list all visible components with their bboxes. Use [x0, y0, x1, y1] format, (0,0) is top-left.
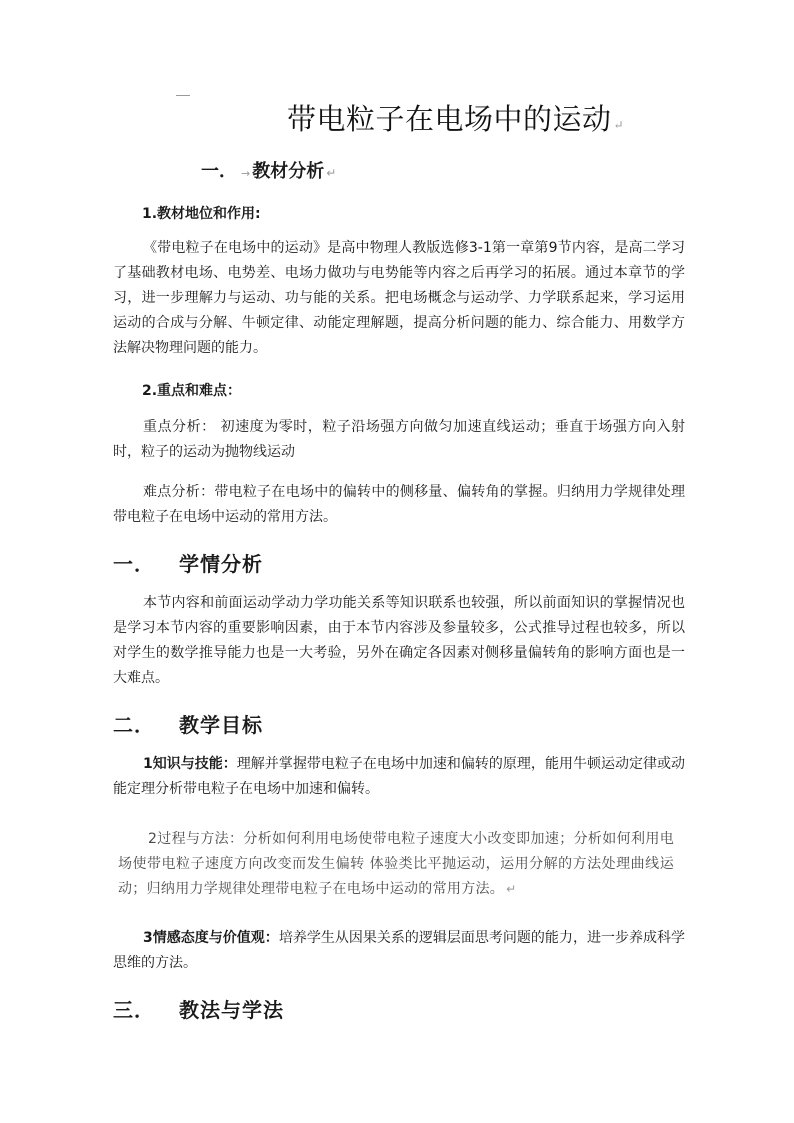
paragraph-mark-icon: ↵	[326, 166, 337, 180]
paragraph-goal-attitude-values	[113, 926, 685, 976]
section-prefix: 一．	[201, 161, 237, 182]
section-heading-teaching-goals	[113, 709, 263, 738]
section-heading-text: 教法与学法	[179, 998, 284, 1022]
section-number: 三．	[113, 998, 155, 1022]
document-title	[287, 97, 624, 138]
goal-label: 1知识与技能：	[143, 756, 237, 772]
goal-text: 分析如何利用电场使带电粒子速度大小改变即加速；分析如何利用电场使带电粒子速度方向改变而发生偏转 体验类比平抛运动，运用分解的方法处理曲线运动；归纳用力学规律处理带电粒子在电场中运动的常用方法。	[118, 831, 675, 897]
goal-label: 2过程与方法：	[148, 831, 244, 847]
section-number: 一．	[113, 552, 155, 576]
goal-text: 培养学生从因果关系的逻辑层面思考问题的能力，进一步养成科学思维的方法。	[113, 930, 685, 971]
title-text: 带电粒子在电场中的运动	[287, 102, 612, 136]
section-heading-textbook-analysis	[201, 157, 336, 183]
paragraph-position-role: 《带电粒子在电场中的运动》是高中物理人教版选修3-1第一章第9节内容，是高二学习了基础教材电场、电势差、电场力做功与电势能等内容之后再学习的拓展。通过本章节的学习，进一步理解力与运动、功与能的关系。把电场概念与运动学、力学联系起来，学习运用运动的合成与分解、牛顿定律、动能定理解题，提高分析问题的能力、综合能力、用数学方法解决物理问题的能力。	[113, 240, 685, 356]
goal-text: 理解并掌握带电粒子在电场中加速和偏转的原理，能用牛顿运动定律或动能定理分析带电粒子在电场中加速和偏转。	[113, 756, 685, 797]
paragraph-goal-process-method	[118, 827, 674, 902]
section-heading-learning-analysis	[113, 548, 263, 577]
subheading-position-role: 1.教材地位和作用:	[142, 206, 261, 222]
paragraph-mark-icon: ↵	[613, 118, 625, 132]
paragraph-key-points: 重点分析： 初速度为零时，粒子沿场强方向做匀加速直线运动；垂直于场强方向入射时，粒子的运动为抛物线运动	[113, 419, 685, 460]
section-heading-methods	[113, 994, 284, 1023]
header-rule	[176, 95, 190, 96]
paragraph-goal-knowledge-skills	[113, 752, 685, 802]
subheading-key-difficult: 2.重点和难点：	[142, 383, 242, 399]
section-heading-text: 学情分析	[179, 552, 263, 576]
tab-arrow-icon: →	[241, 167, 251, 180]
goal-label: 3情感态度与价值观：	[143, 930, 279, 946]
section-number: 二．	[113, 713, 155, 737]
section-heading-text: 教材分析	[252, 161, 325, 182]
paragraph-learning-analysis: 本节内容和前面运动学动力学功能关系等知识联系也较强，所以前面知识的掌握情况也是学习本节内容的重要影响因素，由于本节内容涉及参量较多，公式推导过程也较多，所以对学生的数学推导能力也是一大考验，另外在确定各因素对侧移量偏转角的影响方面也是一大难点。	[113, 595, 685, 686]
section-heading-text: 教学目标	[179, 713, 263, 737]
paragraph-difficult-points: 难点分析：带电粒子在电场中的偏转中的侧移量、偏转角的掌握。归纳用力学规律处理带电粒子在电场中运动的常用方法。	[113, 484, 685, 525]
paragraph-mark-icon: ↵	[506, 882, 517, 896]
